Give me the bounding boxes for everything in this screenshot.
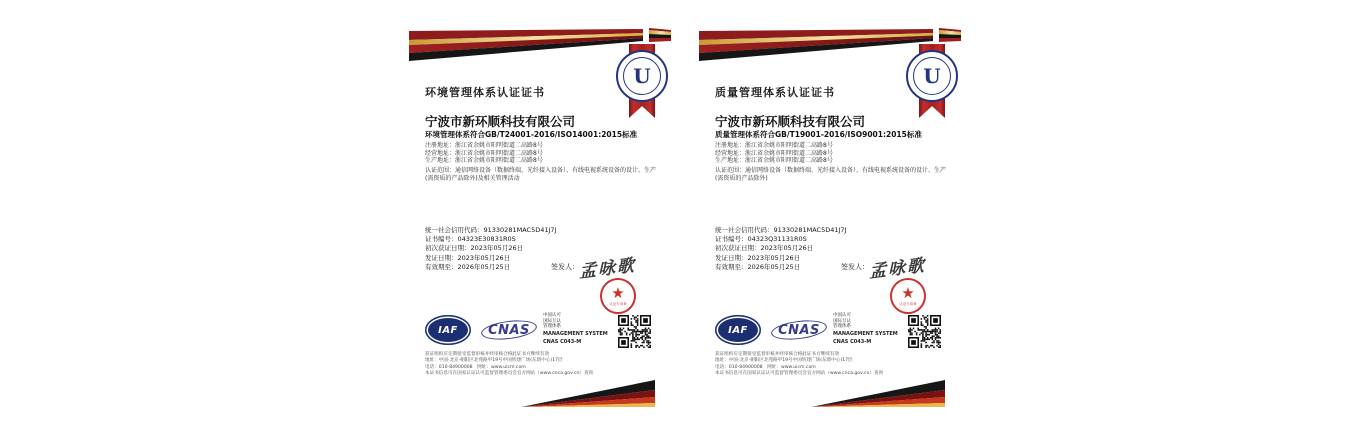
issuer-signature: 孟咏歌: [869, 255, 927, 283]
iaf-logo: [425, 315, 471, 345]
footnotes: 获证组织应定期接受监督审核并经审核合格此证书方继续有效 地址：中国·北京·朝阳区北苑路甲19号中国铁建广场(东塔中心)17层 电话：010-84900008 网址：www.uicm.com 本证书信息可在国家认证认可监督管理委员会官方网站（www.cnca.gov.cn）查询: [425, 352, 594, 377]
issuer-label: 签发人：: [551, 263, 579, 271]
seal-label: 认证专用章: [899, 301, 917, 306]
cnas-logo-text: CNAS: [488, 322, 530, 338]
iaf-logo-text: IAF: [728, 324, 748, 336]
accreditation-text: 中国认可 国际互认 管理体系 MANAGEMENT SYSTEM CNAS C043-M: [543, 313, 608, 346]
signature-row: [551, 254, 637, 283]
certificate-number: 证书编号：04323Q31131R0S: [715, 235, 807, 244]
standard-line: 质量管理体系符合GB/T19001-2016/ISO9001:2015标准: [715, 130, 922, 139]
certification-scope: 认证范围：通信网络设备（数据终端、光纤接入设备）、有线电视系统设备的设计、生产(需资质的产品除外): [715, 167, 947, 182]
company-name: 宁波市新环顺科技有限公司: [425, 114, 576, 129]
certification-badge: [905, 36, 959, 124]
qr-code: [908, 315, 941, 348]
certificate-number: 证书编号：04323E30831R0S: [425, 235, 516, 244]
registered-address: 注册地址：浙江省余姚市阳明街道二高路8号: [715, 142, 833, 149]
certificate-info-block: [715, 226, 846, 272]
registered-address: 注册地址：浙江省余姚市阳明街道二高路8号: [425, 142, 543, 149]
standard-line: 环境管理体系符合GB/T24001-2016/ISO14001:2015标准: [425, 130, 638, 139]
issuer-label: 签发人：: [841, 263, 869, 271]
company-name: 宁波市新环顺科技有限公司: [715, 114, 866, 129]
business-address: 经营地址：浙江省余姚市阳明街道二高路8号: [425, 149, 543, 157]
badge-emblem: [906, 50, 958, 102]
first-issue-date: 初次获证日期：2023年05月26日: [425, 244, 524, 253]
cnas-logo: [481, 319, 537, 341]
seal-label: 认证专用章: [609, 301, 627, 306]
certificate-quality: [691, 20, 969, 420]
badge-emblem: [616, 50, 668, 102]
expiry-date: 有效期至：2026年05月25日: [425, 262, 511, 271]
seal-star-icon: ★: [611, 283, 625, 302]
certification-badge: [615, 36, 669, 124]
official-seal: [890, 278, 926, 314]
iaf-logo-text: IAF: [438, 324, 458, 336]
credit-code: 统一社会信用代码：91330281MAC5D41J7J: [425, 226, 557, 234]
iaf-logo: [715, 315, 761, 345]
address-block: [715, 142, 833, 165]
cnas-code-line: CNAS C043-M: [543, 339, 582, 346]
corner-wedge-graphic: [811, 378, 945, 408]
issuer-signature: 孟咏歌: [579, 255, 637, 283]
management-system-line: MANAGEMENT SYSTEM: [833, 331, 898, 338]
certificate-title: 质量管理体系认证证书: [715, 86, 835, 99]
seal-star-icon: ★: [901, 283, 915, 302]
accreditation-text: 中国认可 国际互认 管理体系 MANAGEMENT SYSTEM CNAS C043-M: [833, 313, 898, 346]
production-address: 生产地址：浙江省余姚市阳明街道二高路8号: [425, 157, 543, 165]
issue-date: 发证日期：2023年05月26日: [715, 253, 801, 262]
business-address: 经营地址：浙江省余姚市阳明街道二高路8号: [715, 149, 833, 157]
first-issue-date: 初次获证日期：2023年05月26日: [715, 244, 814, 253]
management-system-line: MANAGEMENT SYSTEM: [543, 331, 608, 338]
certificate-info-block: [425, 226, 556, 272]
cnas-logo: [771, 319, 827, 341]
credit-code: 统一社会信用代码：91330281MAC5D41J7J: [715, 226, 847, 234]
cnas-logo-text: CNAS: [778, 322, 820, 338]
certificate-title: 环境管理体系认证证书: [425, 86, 545, 99]
corner-wedge-graphic: [521, 378, 655, 408]
footnotes: 获证组织应定期接受监督审核并经审核合格此证书方继续有效 地址：中国·北京·朝阳区北苑路甲19号中国铁建广场(东塔中心)17层 电话：010-84900008 网址：www.uicm.com 本证书信息可在国家认证认可监督管理委员会官方网站（www.cnca.gov.cn）查询: [715, 352, 884, 377]
badge-monogram: U: [633, 64, 651, 88]
certificate-environmental: [401, 20, 679, 420]
production-address: 生产地址：浙江省余姚市阳明街道二高路8号: [715, 157, 833, 165]
expiry-date: 有效期至：2026年05月25日: [715, 262, 801, 271]
official-seal: [600, 278, 636, 314]
badge-monogram: U: [923, 64, 941, 88]
issue-date: 发证日期：2023年05月26日: [425, 253, 511, 262]
cnas-code-line: CNAS C043-M: [833, 339, 872, 346]
certification-scope: 认证范围：通信网络设备（数据终端、光纤接入设备）、有线电视系统设备的设计、生产(需资质的产品除外)及相关管理活动: [425, 167, 657, 182]
signature-row: [841, 254, 927, 283]
address-block: [425, 142, 543, 165]
certificates-row: [401, 20, 969, 420]
qr-code: [618, 315, 651, 348]
